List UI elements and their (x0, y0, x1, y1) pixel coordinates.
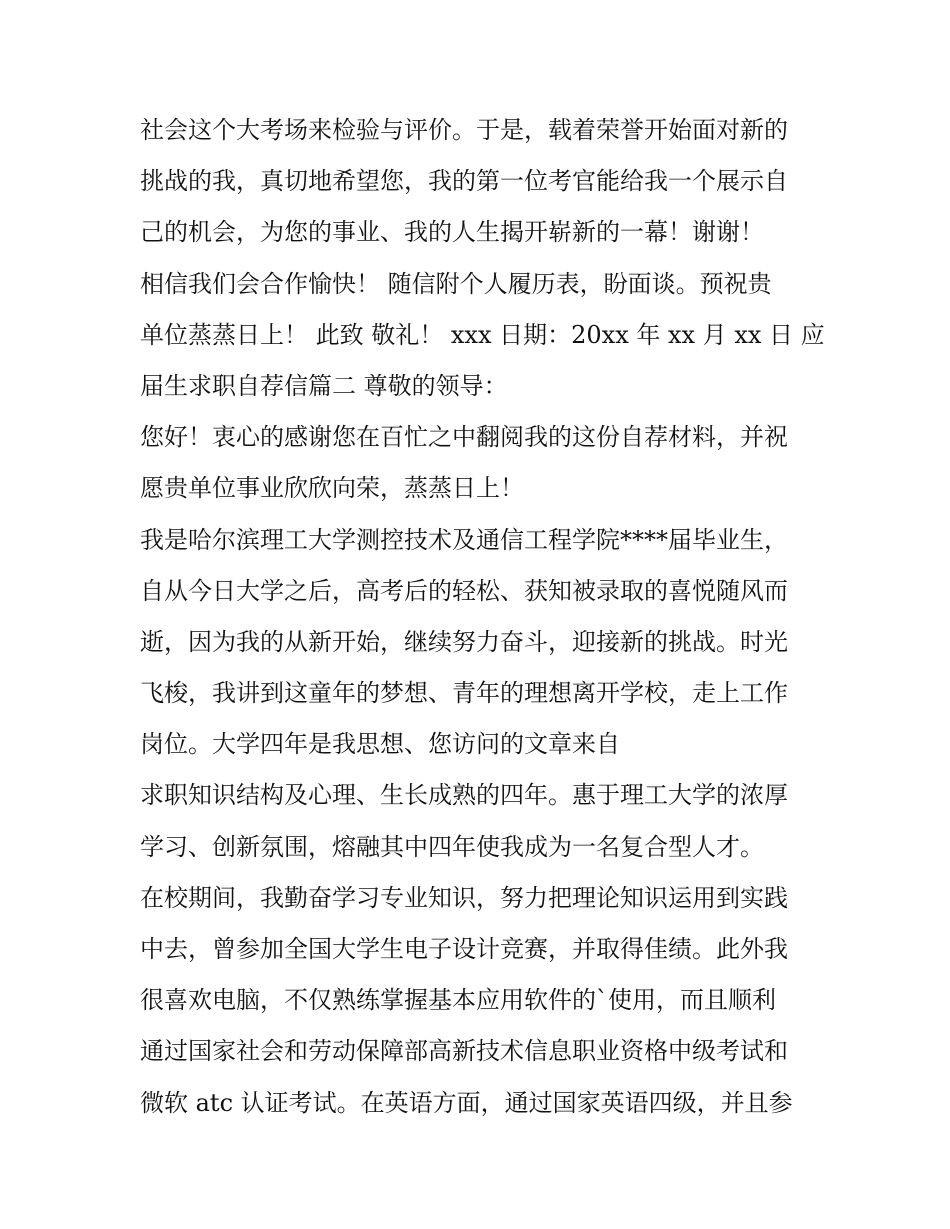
text-line: 飞梭，我讲到这童年的梦想、青年的理想离开学校，走上工作 (140, 679, 788, 708)
text-line: 愿贵单位事业欣欣向荣，蒸蒸日上！ (140, 474, 524, 503)
body-text (140, 105, 830, 1129)
text-line: 相信我们会合作愉快！ 随信附个人履历表，盼面谈。预祝贵 (140, 269, 772, 298)
text-line: 通过国家社会和劳动保障部高新技术信息职业资格中级考试和 (140, 1037, 788, 1066)
text-line: 社会这个大考场来检验与评价。于是，载着荣誉开始面对新的 (140, 116, 788, 144)
text-line: 很喜欢电脑，不仅熟练掌握基本应用软件的`使用，而且顺利 (140, 986, 776, 1015)
text-line: 挑战的我，真切地希望您，我的第一位考官能给我一个展示自 (140, 167, 788, 196)
text-line: 微软 atc 认证考试。在英语方面，通过国家英语四级，并且参 (140, 1088, 793, 1117)
text-line: 我是哈尔滨理工大学测控技术及通信工程学院****届毕业生， (140, 525, 788, 554)
text-line: 己的机会，为您的事业、我的人生揭开崭新的一幕！谢谢！ (140, 218, 764, 247)
text-line: 单位蒸蒸日上！ 此致 敬礼！ xxx 日期：20xx 年 xx 月 xx 日 应 (140, 320, 825, 349)
text-line: 中去，曾参加全国大学生电子设计竞赛，并取得佳绩。此外我 (140, 935, 788, 963)
text-line: 学习、创新氛围，熔融其中四年使我成为一名复合型人才。 (140, 832, 764, 861)
text-line: 在校期间，我勤奋学习专业知识，努力把理论知识运用到实践 (140, 883, 788, 912)
text-line: 届生求职自荐信篇二 尊敬的领导： (140, 371, 508, 400)
text-line: 求职知识结构及心理、生长成熟的四年。惠于理工大学的浓厚 (140, 781, 788, 810)
text-line: 逝，因为我的从新开始，继续努力奋斗，迎接新的挑战。时光 (140, 627, 788, 656)
text-line: 您好！衷心的感谢您在百忙之中翻阅我的这份自荐材料，并祝 (140, 423, 788, 452)
text-line: 自从今日大学之后，高考后的轻松、获知被录取的喜悦随风而 (140, 576, 788, 605)
text-line: 岗位。大学四年是我思想、您访问的文章来自 (140, 730, 620, 759)
